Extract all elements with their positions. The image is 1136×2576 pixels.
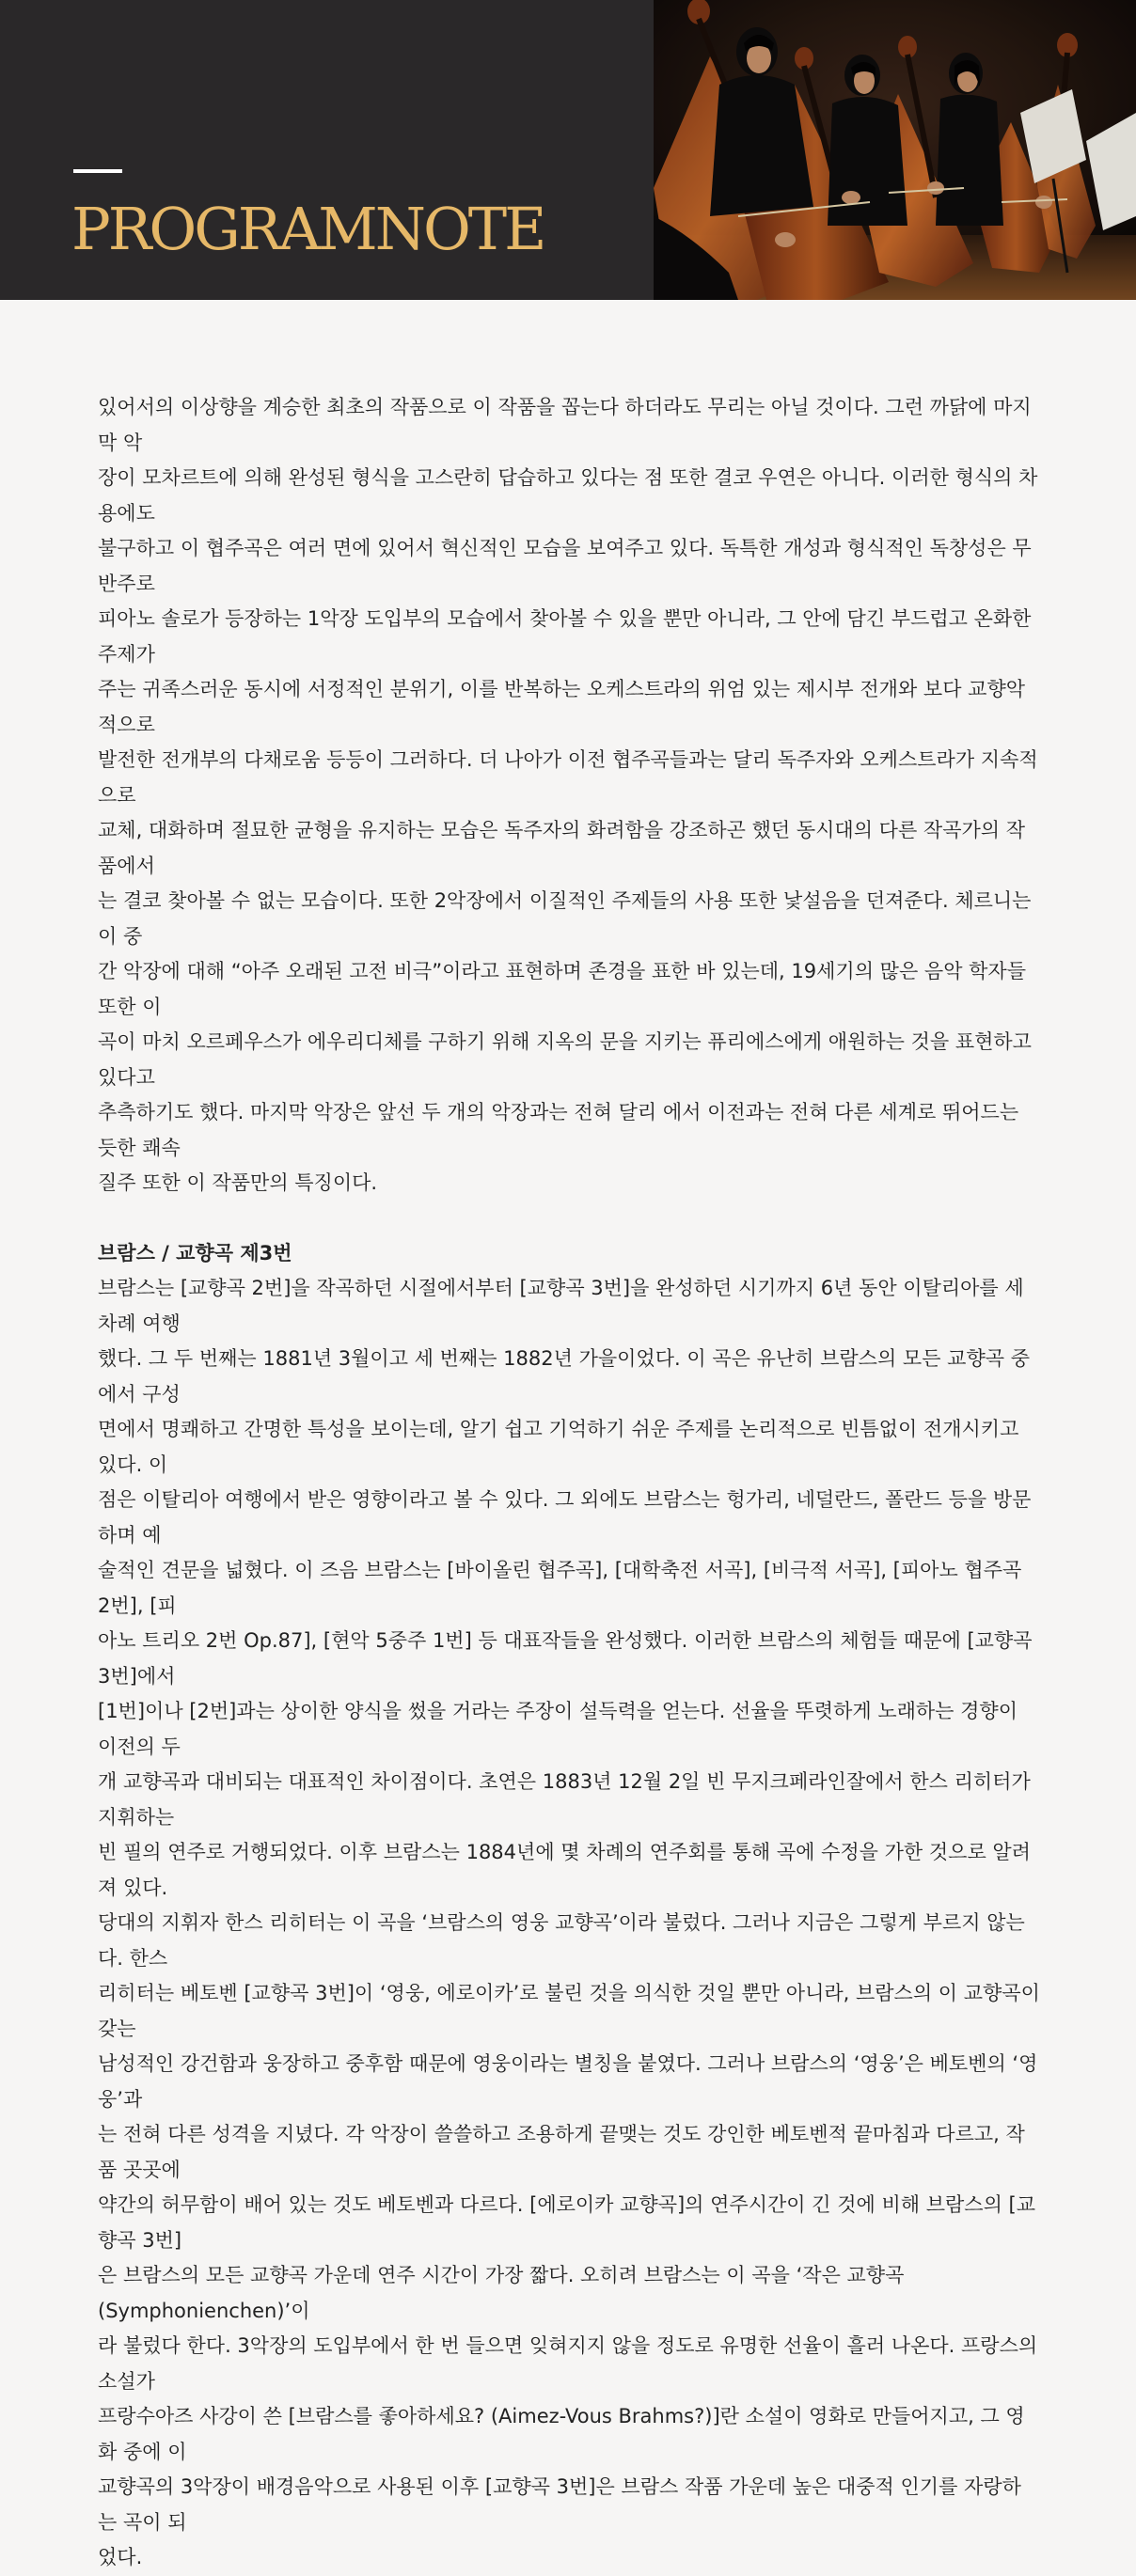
title-accent-rule — [73, 169, 122, 173]
intro-paragraph: 있어서의 이상향을 계승한 최초의 작품으로 이 작품을 꼽는다 하더라도 무리는 아닐 것이다. 그런 까닭에 마지막 악 장이 모차르트에 의해 완성된 형식을 고스란히 답습하고 있다는 점 또한 결코 우연은 아니다. 이러한 형식의 차용에도 불구하고 이 협주곡은 여러 면에 있어서 혁신적인 모습을 보여주고 있다. 독특한 개성과 형식적인 독창성은 무반주로 피아노 솔로가 등장하는 1악장 도입부의 모습에서 찾아볼 수 있을 뿐만 아니라, 그 안에 담긴 부드럽고 온화한 주제가 주는 귀족스러운 동시에 서정적인 분위기, 이를 반복하는 오케스트라의 위엄 있는 제시부 전개와 보다 교향악적으로 발전한 전개부의 다채로움 등등이 그러하다. 더 나아가 이전 협주곡들과는 달리 독주자와 오케스트라가 지속적으로 교체, 대화하며 절묘한 균형을 유지하는 모습은 독주자의 화려함을 강조하곤 했던 동시대의 다른 작곡가의 작품에서 는 결코 찾아볼 수 없는 모습이다. 또한 2악장에서 이질적인 주제들의 사용 또한 낯설음을 던져준다. 체르니는 이 중 간 악장에 대해 “아주 오래된 고전 비극”이라고 표현하며 존경을 표한 바 있는데, 19세기의 많은 음악 학자들 또한 이 곡이 마치 오르페우스가 에우리디체를 구하기 위해 지옥의 문을 지키는 퓨리에스에게 애원하는 것을 표현하고 있다고 추측하기도 했다. 마지막 악장은 앞선 두 개의 악장과는 전혀 달리 에서 이전과는 전혀 다른 세계로 뛰어드는 듯한 쾌속 질주 또한 이 작품만의 특징이다. — [98, 396, 1038, 1194]
program-note-body — [98, 390, 1040, 2576]
double-bass-players-image — [654, 0, 1136, 300]
section-heading: 브람스 / 교향곡 제3번 — [98, 1241, 292, 1264]
section-paragraph: 브람스는 [교향곡 2번]을 작곡하던 시절에서부터 [교향곡 3번]을 완성하던 시기까지 6년 동안 이탈리아를 세 차례 여행 했다. 그 두 번째는 1881년 3월이고 세 번째는 1882년 가을이었다. 이 곡은 유난히 브람스의 모든 교향곡 중에서 구성 면에서 명쾌하고 간명한 특성을 보이는데, 알기 쉽고 기억하기 쉬운 주제를 논리적으로 빈틈없이 전개시키고 있다. 이 점은 이탈리아 여행에서 받은 영향이라고 볼 수 있다. 그 외에도 브람스는 헝가리, 네덜란드, 폴란드 등을 방문하며 예 술적인 견문을 넓혔다. 이 즈음 브람스는 [바이올린 협주곡], [대학축전 서곡], [비극적 서곡], [피아노 협주곡 2번], [피 아노 트리오 2번 Op.87], [현악 5중주 1번] 등 대표작들을 완성했다. 이러한 브람스의 체험들 때문에 [교향곡 3번]에서 [1번]이나 [2번]과는 상이한 양식을 썼을 거라는 주장이 설득력을 얻는다. 선율을 뚜렷하게 노래하는 경향이 이전의 두 개 교향곡과 대비되는 대표적인 차이점이다. 초연은 1883년 12월 2일 빈 무지크페라인잘에서 한스 리히터가 지휘하는 빈 필의 연주로 거행되었다. 이후 브람스는 1884년에 몇 차례의 연주회를 통해 곡에 수정을 가한 것으로 알려져 있다. 당대의 지휘자 한스 리히터는 이 곡을 ‘브람스의 영웅 교향곡’이라 불렀다. 그러나 지금은 그렇게 부르지 않는다. 한스 리히터는 베토벤 [교향곡 3번]이 ‘영웅, 에로이카’로 불린 것을 의식한 것일 뿐만 아니라, 브람스의 이 교향곡이 갖는 남성적인 강건함과 웅장하고 중후함 때문에 영웅이라는 별칭을 붙였다. 그러나 브람스의 ‘영웅’은 베토벤의 ‘영웅’과 는 전혀 다른 성격을 지녔다. 각 악장이 쓸쓸하고 조용하게 끝맺는 것도 강인한 베토벤적 끝마침과 다르고, 작품 곳곳에 약간의 허무함이 배어 있는 것도 베토벤과 다르다. [에로이카 교향곡]의 연주시간이 긴 것에 비해 브람스의 [교향곡 3번] 은 브람스의 모든 교향곡 가운데 연주 시간이 가장 짧다. 오히려 브람스는 이 곡을 ‘작은 교향곡(Symphonienchen)’이 라 불렀다 한다. 3악장의 도입부에서 한 번 들으면 잊혀지지 않을 정도로 유명한 선율이 흘러 나온다. 프랑스의 소설가 프랑수아즈 사강이 쓴 [브람스를 좋아하세요? (Aimez-Vous Brahms?)]란 소설이 영화로 만들어지고, 그 영화 중에 이 교향곡의 3악장이 배경음악으로 사용된 이후 [교향곡 3번]은 브람스 작품 가운데 높은 대중적 인기를 자랑하는 곡이 되 었다. — [98, 1277, 1040, 2568]
page-title: PROGRAMNOTE — [71, 195, 544, 263]
